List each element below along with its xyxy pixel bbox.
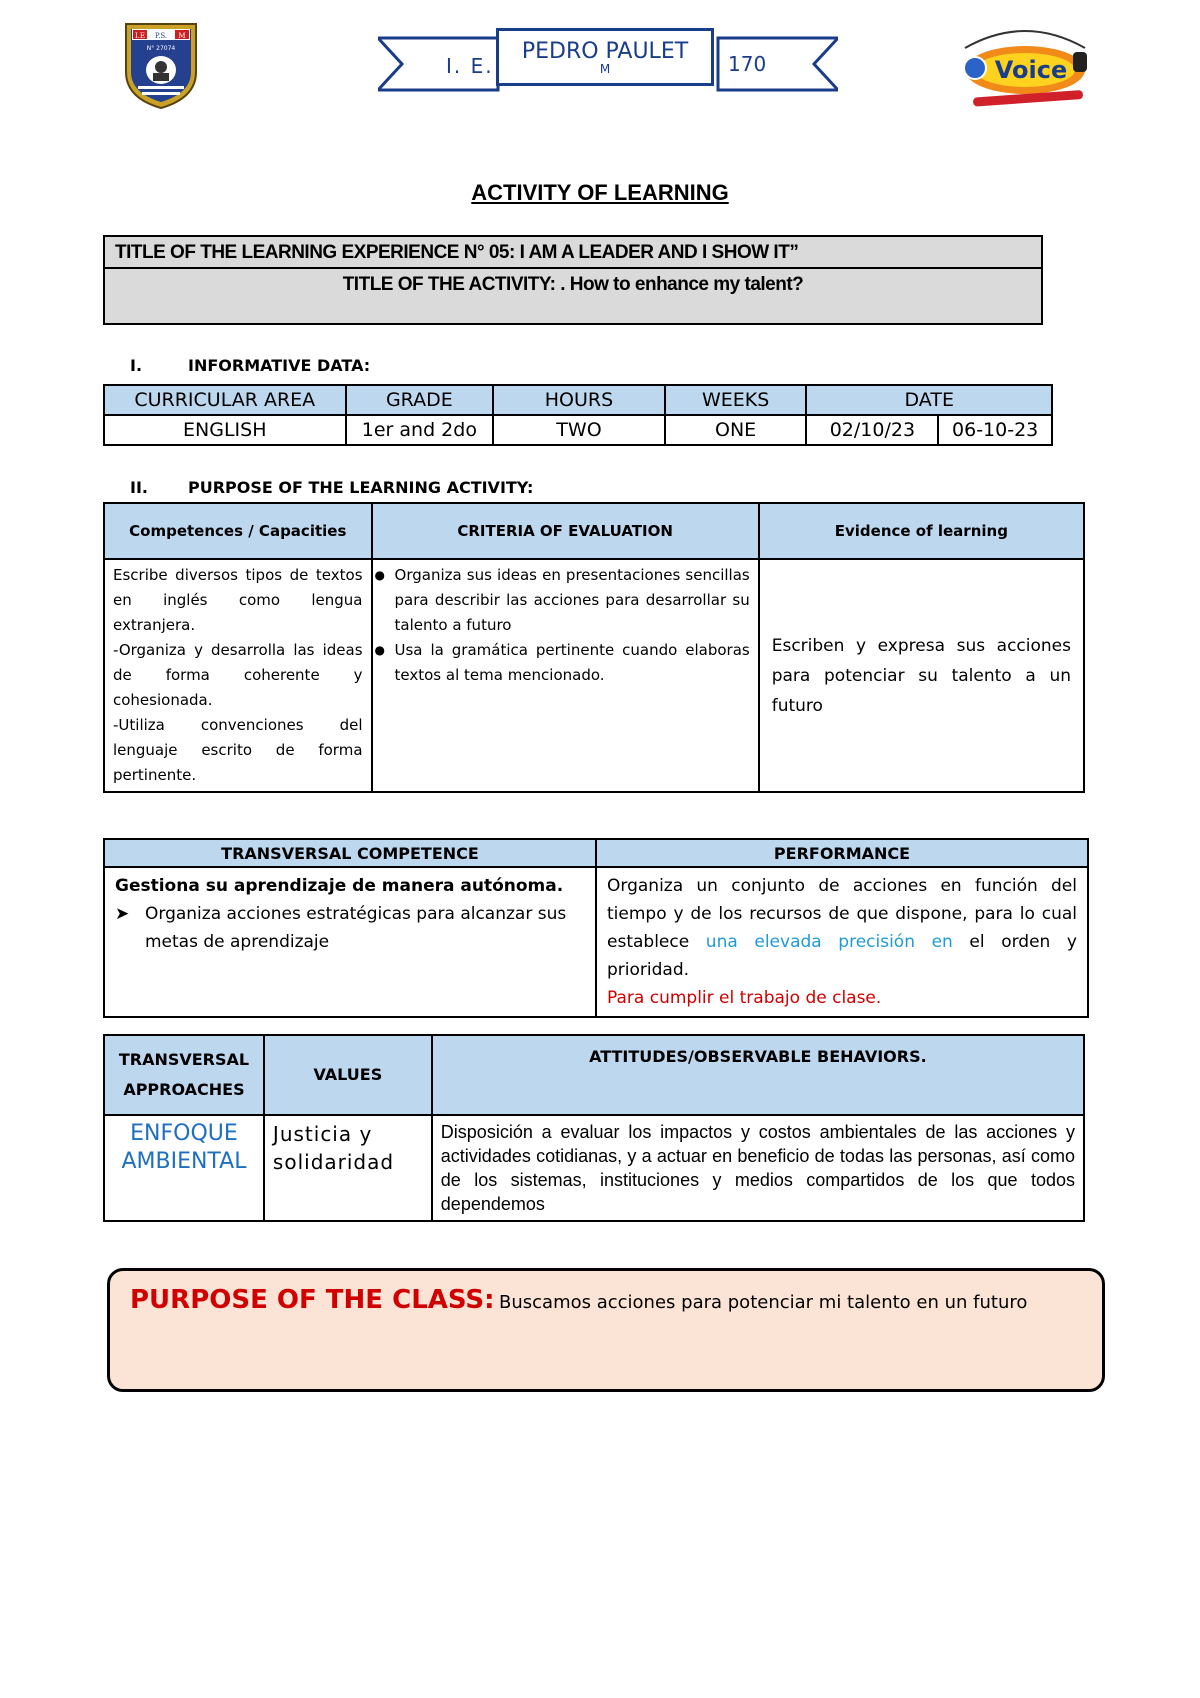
purpose-of-class-text: Buscamos acciones para potenciar mi talento en un futuro xyxy=(499,1292,1028,1313)
section-label-text: PURPOSE OF THE LEARNING ACTIVITY: xyxy=(188,478,534,497)
purpose-of-class-box xyxy=(107,1268,1105,1392)
performance-note: Para cumplir el trabajo de clase. xyxy=(607,988,882,1008)
arrow-bullet-icon: ➤ xyxy=(115,904,130,924)
competence-item: Escribe diversos tipos de textos en inglés como lengua extranjera. xyxy=(113,566,363,634)
attitudes-cell: Disposición a evaluar los impactos y costos ambientales de las acciones y actividades cotidianas, y a actuar en beneficio de todas las personas, así como de los sistemas, instituciones y medios compartidos de los que todos dependemos xyxy=(432,1115,1084,1221)
criteria-list xyxy=(381,563,750,688)
purpose-activity-table xyxy=(103,502,1085,793)
header-transversal-competence: TRANSVERSAL COMPETENCE xyxy=(104,839,596,867)
banner-school-name-text: PEDRO PAULET xyxy=(521,39,689,64)
value-grade: 1er and 2do xyxy=(346,415,494,445)
performance-text: Organiza un conjunto de acciones en función del tiempo y de los recursos de que dispone, para lo cual establece xyxy=(607,876,1077,952)
header-date: DATE xyxy=(806,385,1052,415)
criteria-item: ● Organiza sus ideas en presentaciones sencillas para describir las acciones para desarrollar su talento a futuro xyxy=(381,563,750,638)
header-weeks: WEEKS xyxy=(665,385,807,415)
performance-text-end: el orden y prioridad. xyxy=(607,932,1077,980)
header-evidence: Evidence of learning xyxy=(759,503,1084,559)
value-weeks: ONE xyxy=(665,415,807,445)
section-label-text: INFORMATIVE DATA: xyxy=(188,356,371,375)
header-attitudes: ATTITUDES/OBSERVABLE BEHAVIORS. xyxy=(432,1035,1084,1115)
table-row xyxy=(104,1115,1084,1221)
approach-cell: ENFOQUE AMBIENTAL xyxy=(104,1115,264,1221)
header-transversal-approaches: TRANSVERSAL APPROACHES xyxy=(104,1035,264,1115)
banner-school-name-sub: M xyxy=(599,62,611,76)
document-header xyxy=(0,0,1200,120)
school-crest-logo xyxy=(122,20,200,110)
criteria-item: ● Usa la gramática pertinente cuando elaboras textos al tema mencionado. xyxy=(381,638,750,688)
competence-title: Gestiona su aprendizaje de manera autónoma. xyxy=(115,876,564,896)
competences-cell xyxy=(104,559,372,792)
evidence-cell: Escriben y expresa sus acciones para potenciar su talento a un futuro xyxy=(759,559,1084,792)
banner-school-name xyxy=(496,28,714,86)
transversal-approaches-table xyxy=(103,1034,1085,1222)
competence-item: -Utiliza convenciones del lenguaje escrito de forma pertinente. xyxy=(113,716,363,784)
values-cell: Justicia y solidaridad xyxy=(264,1115,432,1221)
crest-text-center: P.S. xyxy=(154,32,168,40)
informative-data-table xyxy=(103,384,1053,446)
header-performance: PERFORMANCE xyxy=(596,839,1088,867)
table-header-row xyxy=(104,839,1088,867)
crest-text-left: I.E xyxy=(134,32,146,40)
header-grade: GRADE xyxy=(346,385,494,415)
competence-list-item xyxy=(115,900,585,956)
the-voice-logo xyxy=(955,16,1095,112)
performance-highlight: una elevada precisión en xyxy=(705,932,953,952)
transversal-competence-table xyxy=(103,838,1089,1018)
section-purpose-activity xyxy=(130,478,533,497)
crest-number: N° 27074 xyxy=(146,45,176,52)
crest-text-right: M xyxy=(178,32,186,40)
value-area: ENGLISH xyxy=(104,415,346,445)
table-row xyxy=(104,867,1088,1017)
banner-left-text: I. E. xyxy=(446,54,494,78)
section-informative-data xyxy=(130,356,370,375)
header-values: VALUES xyxy=(264,1035,432,1115)
competence-item-text: Organiza acciones estratégicas para alcanzar sus metas de aprendizaje xyxy=(145,904,567,952)
purpose-of-class-label: PURPOSE OF THE CLASS: xyxy=(130,1285,495,1315)
learning-experience-title: TITLE OF THE LEARNING EXPERIENCE N° 05: I AM A LEADER AND I SHOW IT” xyxy=(105,237,1041,269)
value-date-end: 06-10-23 xyxy=(938,415,1052,445)
section-number: II. xyxy=(130,478,148,497)
activity-title: TITLE OF THE ACTIVITY: . How to enhance my talent? xyxy=(342,274,804,295)
table-row xyxy=(104,415,1052,445)
learning-experience-box xyxy=(103,235,1043,325)
voice-logo-text: Voice xyxy=(994,56,1068,84)
value-date-start: 02/10/23 xyxy=(806,415,938,445)
value-hours: TWO xyxy=(493,415,665,445)
header-competences: Competences / Capacities xyxy=(104,503,372,559)
table-header-row xyxy=(104,385,1052,415)
competence-item: -Organiza y desarrolla las ideas de forma coherente y cohesionada. xyxy=(113,641,363,709)
table-header-row xyxy=(104,1035,1084,1115)
header-hours: HOURS xyxy=(493,385,665,415)
header-criteria: CRITERIA OF EVALUATION xyxy=(372,503,759,559)
header-curricular-area: CURRICULAR AREA xyxy=(104,385,346,415)
table-row xyxy=(104,559,1084,792)
banner-right-text: 170 xyxy=(728,52,767,76)
transversal-competence-cell xyxy=(104,867,596,1017)
performance-cell xyxy=(596,867,1088,1017)
criteria-cell xyxy=(372,559,759,792)
section-number: I. xyxy=(130,356,143,375)
table-header-row xyxy=(104,503,1084,559)
page-title: ACTIVITY OF LEARNING xyxy=(471,180,729,205)
